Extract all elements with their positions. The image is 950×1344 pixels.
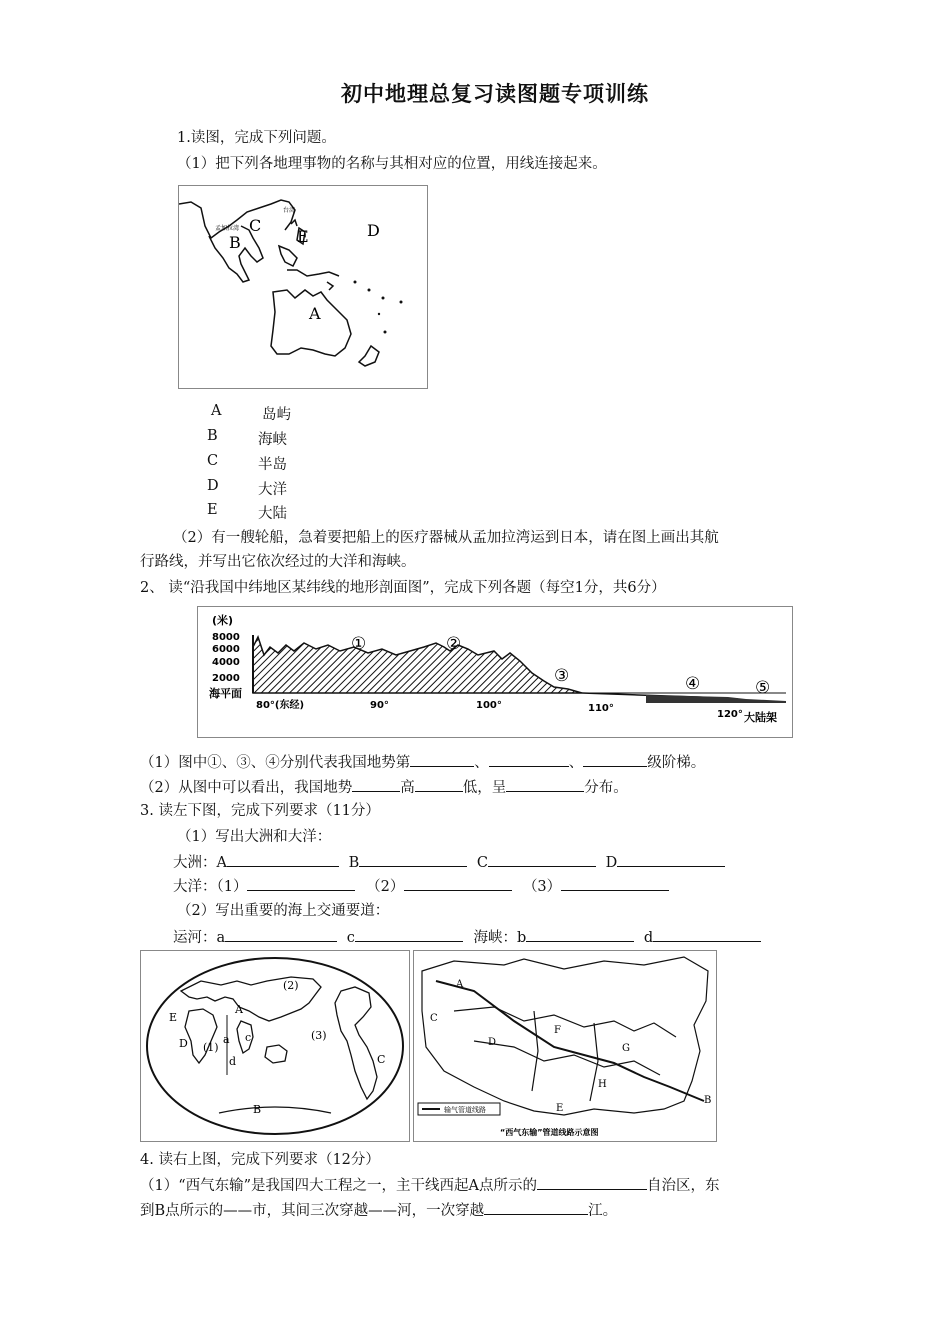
q3-oceans [173, 876, 669, 897]
answer-blank-ocean-3[interactable] [561, 876, 669, 891]
q2-sub2-high: 高 [400, 780, 415, 796]
profile-xtick-110: 110° [588, 703, 614, 714]
q2-sub1-sep2: 、 [568, 755, 584, 771]
profile-xtick-90: 90° [370, 700, 389, 711]
canal-label: 运河： [173, 930, 217, 946]
china-label-E: E [556, 1103, 564, 1114]
world-map [140, 950, 410, 1142]
option-C-name: 半岛 [258, 457, 287, 473]
option-B-name: 海峡 [258, 432, 287, 448]
terrain-profile [197, 606, 793, 738]
answer-blank-continent-B[interactable] [359, 852, 467, 867]
map-label-B: B [229, 233, 241, 252]
strait-b: b [517, 930, 527, 946]
world-label-ocean1: (1) [203, 1041, 219, 1054]
profile-shelf-label: 大陆架 [744, 711, 777, 724]
option-E-name: 大陆 [258, 506, 287, 522]
answer-blank-strait-d[interactable] [653, 927, 761, 942]
q4-line2 [140, 1200, 617, 1221]
world-label-A: A [235, 1003, 243, 1016]
answer-blank-strait-b[interactable] [526, 927, 634, 942]
profile-marker-3: ③ [554, 666, 570, 686]
option-A-name: 岛屿 [262, 407, 291, 423]
profile-marker-2: ② [446, 634, 462, 654]
q2-sub2-end: 分布。 [584, 780, 628, 796]
q1-sub2-line1: （2）有一艘轮船，急着要把船上的医疗器械从孟加拉湾运到日本，请在图上画出其航 [173, 530, 719, 546]
canal-c: c [346, 930, 355, 946]
terrain-profile-svg [198, 607, 792, 737]
answer-blank-continent-D[interactable] [617, 852, 725, 867]
option-D-name: 大洋 [258, 482, 287, 498]
ocean-2: （2） [366, 879, 405, 895]
china-legend-text: 输气管道线路 [444, 1106, 486, 1114]
q4-line1-end: 自治区，东 [647, 1178, 720, 1194]
q3-continents [173, 852, 725, 873]
answer-blank-region[interactable] [537, 1175, 647, 1190]
map-label-C: C [249, 216, 262, 235]
q1-stem: 1.读图，完成下列问题。 [177, 130, 336, 146]
q1-sub1: （1）把下列各地理事物的名称与其相对应的位置，用线连接起来。 [177, 156, 607, 172]
q4-line2-text: 到B点所示的——市，其间三次穿越——河，一次穿越 [140, 1203, 485, 1219]
q3-sub1: （1）写出大洲和大洋： [177, 829, 332, 845]
profile-ytick-2000: 2000 [212, 673, 240, 684]
answer-blank-high[interactable] [352, 777, 400, 792]
world-map-svg [141, 951, 409, 1141]
continent-A: A [216, 855, 227, 871]
answer-blank-canal-a[interactable] [225, 927, 337, 942]
southeast-asia-map [178, 185, 428, 389]
profile-sea-level: 海平面 [209, 687, 242, 700]
option-D-letter: D [207, 478, 219, 494]
china-label-D: D [488, 1037, 497, 1048]
option-B-letter: B [207, 428, 218, 444]
q2-sub2 [140, 777, 628, 798]
answer-blank-step1[interactable] [410, 752, 474, 767]
q3-stem: 3. 读左下图，完成下列要求（11分） [140, 803, 380, 819]
q2-sub1-end: 级阶梯。 [647, 755, 706, 771]
q4-stem: 4. 读右上图，完成下列要求（12分） [140, 1152, 380, 1168]
ocean-3: （3） [522, 879, 562, 895]
china-label-B: B [704, 1095, 712, 1106]
q2-stem: 2、 读“沿我国中纬地区某纬线的地形剖面图”，完成下列各题（每空1分，共6分） [140, 580, 666, 596]
continents-label: 大洲： [173, 855, 217, 871]
profile-xtick-120: 120° [717, 709, 743, 720]
canal-a: a [216, 930, 226, 946]
map-label-E: E [297, 227, 309, 246]
southeast-asia-map-svg [179, 186, 427, 388]
q4-line2-end: 江。 [588, 1203, 618, 1219]
china-label-G: G [622, 1043, 630, 1054]
q2-sub1 [140, 752, 705, 773]
q1-sub2-line2: 行路线，并写出它依次经过的大洋和海峡。 [140, 554, 416, 570]
oceans-label: 大洋： [173, 879, 217, 895]
china-label-F: F [554, 1025, 561, 1036]
strait-label: 海峡： [473, 930, 517, 946]
q2-sub1-sep1: 、 [474, 755, 489, 771]
answer-blank-continent-A[interactable] [227, 852, 339, 867]
map-label-A: A [309, 304, 321, 323]
answer-blank-distribution[interactable] [506, 777, 584, 792]
continent-D: D [605, 855, 618, 871]
option-E-letter: E [207, 502, 218, 518]
profile-unit: (米) [212, 614, 234, 627]
china-label-C: C [430, 1013, 438, 1024]
q4-line1-text: （1）“西气东输”是我国四大工程之一，主干线西起A点所示的 [140, 1178, 538, 1194]
answer-blank-step4[interactable] [583, 752, 647, 767]
continent-C: C [476, 855, 488, 871]
map-label-bay: 孟加拉湾 [215, 225, 240, 232]
map-label-D: D [367, 221, 380, 240]
china-map-caption: “西气东输”管道线路示意图 [500, 1128, 599, 1137]
world-label-c: c [245, 1031, 252, 1044]
profile-marker-1: ① [351, 634, 367, 654]
answer-blank-ocean-1[interactable] [247, 876, 355, 891]
world-label-E: E [169, 1011, 178, 1024]
q3-sub2: （2）写出重要的海上交通要道： [177, 903, 390, 919]
answer-blank-low[interactable] [415, 777, 463, 792]
strait-d: d [643, 930, 654, 946]
q2-sub2-low: 低，呈 [462, 780, 507, 796]
option-C-letter: C [207, 453, 219, 469]
continent-B: B [348, 855, 360, 871]
q2-sub1-text: （1）图中①、③、④分别代表我国地势第 [140, 755, 411, 771]
q4-line1 [140, 1175, 720, 1196]
ocean-1: （1） [216, 879, 248, 895]
profile-marker-4: ④ [685, 674, 701, 694]
option-A-letter: A [211, 403, 222, 419]
profile-ytick-4000: 4000 [212, 657, 240, 668]
answer-blank-step3[interactable] [489, 752, 569, 767]
world-label-B: B [253, 1103, 262, 1116]
answer-blank-canal-c[interactable] [355, 927, 463, 942]
world-label-a: a [223, 1033, 230, 1046]
world-label-C: C [377, 1053, 386, 1066]
map-label-taiwan: 台湾 [283, 207, 296, 214]
profile-xtick-80: 80°(东经) [256, 700, 305, 711]
answer-blank-continent-C[interactable] [488, 852, 596, 867]
world-label-ocean2: (2) [283, 979, 299, 992]
q2-sub2-text: （2）从图中可以看出，我国地势 [140, 780, 353, 796]
q3-routes [173, 927, 761, 948]
world-label-ocean3: (3) [311, 1029, 327, 1042]
china-pipeline-map-svg [414, 951, 716, 1141]
world-label-D: D [179, 1037, 188, 1050]
answer-blank-ocean-2[interactable] [404, 876, 512, 891]
profile-xtick-100: 100° [476, 700, 502, 711]
china-label-A: A [456, 979, 464, 990]
china-pipeline-map [413, 950, 717, 1142]
answer-blank-river[interactable] [484, 1200, 588, 1215]
profile-ytick-6000: 6000 [212, 644, 240, 655]
profile-ytick-8000: 8000 [212, 632, 240, 643]
world-label-d: d [229, 1055, 237, 1068]
china-label-H: H [598, 1079, 607, 1090]
profile-marker-5: ⑤ [755, 678, 771, 698]
profile-terrain [253, 637, 582, 693]
page-title: 初中地理总复习读图题专项训练 [341, 82, 649, 106]
